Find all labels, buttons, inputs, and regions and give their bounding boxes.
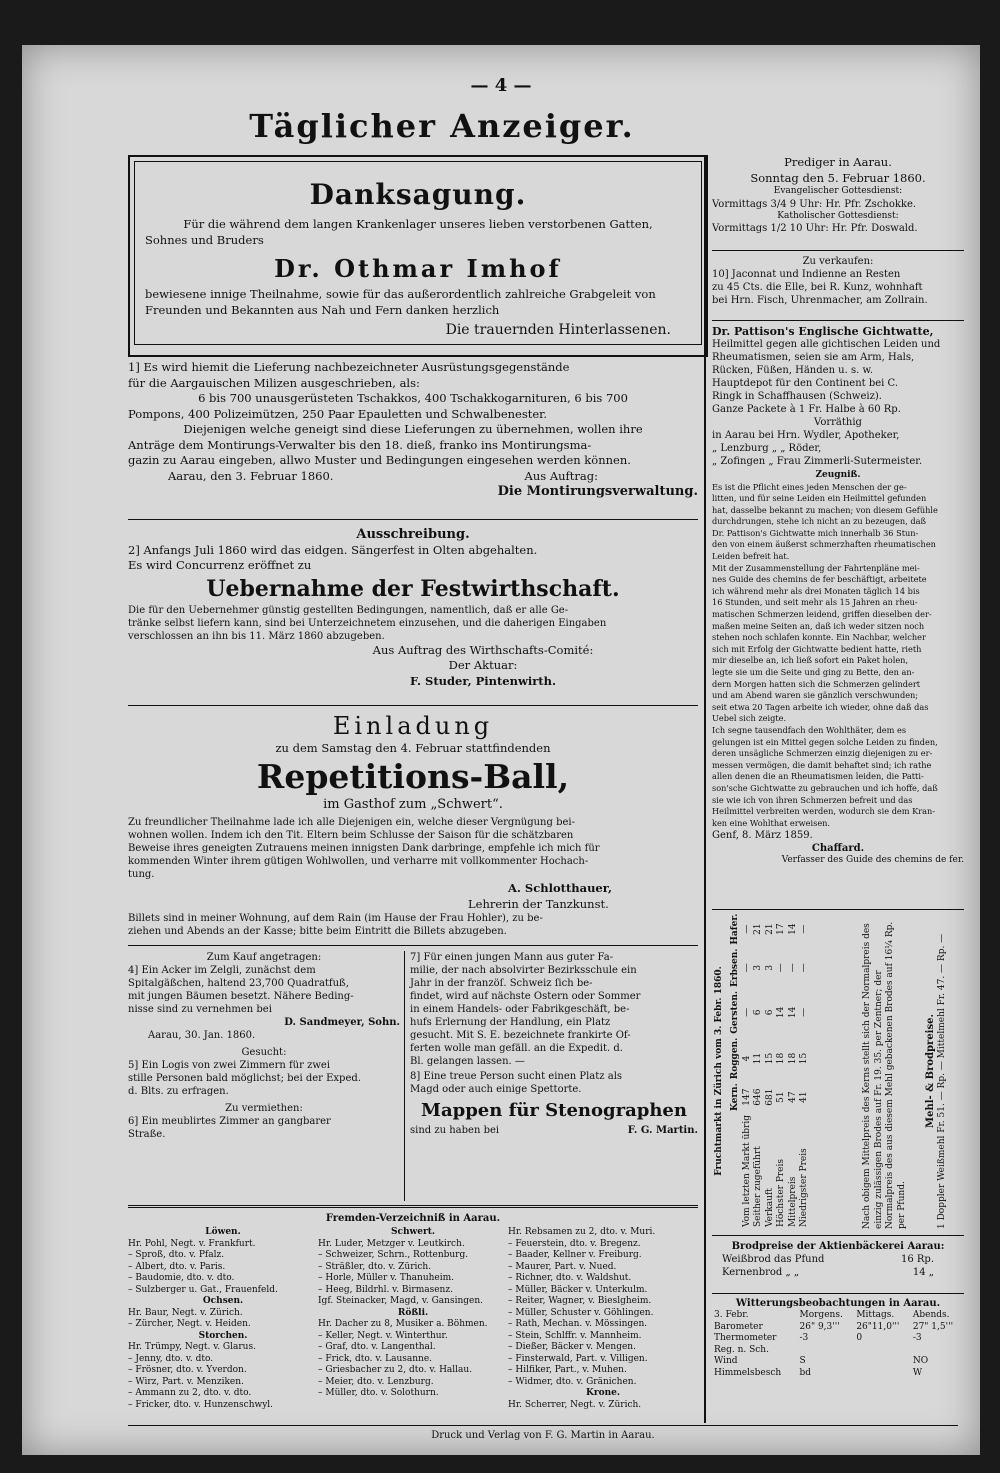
divider bbox=[128, 705, 698, 706]
ad3-body: wohnen wollen. Indem ich den Tit. Eltern beim Schlusse der Saison für die schätzbaren bbox=[128, 830, 574, 841]
market-row-label: Höchster Preis bbox=[776, 1158, 786, 1227]
market-cell: 147 bbox=[741, 1088, 752, 1106]
zeugnis-role: Verfasser des Guide des chemins de fer. bbox=[781, 855, 964, 866]
weather-cell: Thermometer bbox=[714, 1333, 777, 1343]
ad1-line: Diejenigen welche geneigt sind diese Lieferungen zu übernehmen, wollen ihre bbox=[183, 422, 643, 436]
fruchtmarkt-note: Nach obigem Mittelpreis des Kerns stellt sich der Normalpreis des einzig zulässigen Brodes auf Fr. 19. 35. per Zentner; der Normalpreis des aus diesem Mehl gebackenen Brodes auf 16¼ Rp. per Pfund. bbox=[862, 921, 907, 1229]
guest-entry: – Keller, Negt. v. Winterthur. bbox=[318, 1330, 448, 1341]
brod-title: Brodpreise der Aktienbäckerei Aarau: bbox=[731, 1241, 945, 1252]
guest-entry: – Schweizer, Schrn., Rottenburg. bbox=[318, 1250, 469, 1260]
guest-entry: – Graf, dto. v. Langenthal. bbox=[318, 1342, 436, 1352]
weather-row bbox=[712, 1333, 964, 1345]
guest-entry: – Baudomie, dto. v. dto. bbox=[128, 1273, 235, 1283]
witterung bbox=[712, 1297, 964, 1379]
fruchtmarkt-table bbox=[730, 913, 811, 1229]
ad3-title: Repetitions-Ball, bbox=[256, 756, 570, 796]
divider bbox=[128, 945, 698, 946]
guest-entry: – Dießer, Bäcker v. Mengen. bbox=[508, 1342, 636, 1352]
guest-entry: – Feuerstein, dto. v. Bregenz. bbox=[508, 1238, 641, 1249]
guest-entry: – Albert, dto. v. Paris. bbox=[128, 1261, 226, 1272]
guest-entry: – Jenny, dto. v. dto. bbox=[128, 1353, 214, 1364]
weather-cell bbox=[798, 1345, 855, 1357]
ad2-auftrag: Aus Auftrag des Wirthschafts-Comité: bbox=[372, 642, 594, 657]
zeugnis-line: allen denen die an Rheumatismen leiden, die Patti- bbox=[712, 771, 924, 782]
weather-cell: -3 bbox=[912, 1333, 922, 1343]
weather-row bbox=[712, 1322, 964, 1334]
pattison-line: Rücken, Füßen, Händen u. s. w. bbox=[712, 365, 874, 376]
zeugnis-line: dern Morgen hatten sich die Schmerzen gelindert bbox=[712, 678, 921, 689]
brod-row bbox=[712, 1253, 964, 1266]
small-line: 6] Ein meublirtes Zimmer an gangbarer bbox=[128, 1116, 331, 1127]
market-cell: 15 bbox=[764, 1052, 775, 1065]
ad3-venue: im Gasthof zum „Schwert“. bbox=[323, 796, 503, 812]
guest-entry: – Meier, dto. v. Lenzburg. bbox=[318, 1376, 434, 1387]
market-cell: — bbox=[776, 963, 786, 973]
ad2-line2: Es wird Concurrenz eröffnet zu bbox=[128, 558, 312, 572]
market-col-head: Hafer. bbox=[730, 913, 740, 945]
pattison-line: Rheumatismen, seien sie am Arm, Hals, bbox=[712, 352, 915, 363]
zeugnis-line: stehen noch schlafen konnte. Ein Nachbar, welcher bbox=[712, 632, 926, 643]
ad3-footer: ziehen und Abends an der Kasse; bitte beim Eintritt die Billets abzugeben. bbox=[128, 926, 507, 937]
zeugnis-line: sie wie ich von ihren Schmerzen befreit und das bbox=[712, 794, 913, 805]
danksagung-signature: Die trauernden Hinterlassenen. bbox=[445, 322, 671, 338]
guest-entry: – Wirz, Part. v. Menziken. bbox=[128, 1376, 244, 1387]
zeugnis-line: und am Abend waren sie gänzlich verschwunden; bbox=[712, 690, 919, 701]
ad2-body: verschlossen an ihn bis 11. März 1860 abzugeben. bbox=[128, 630, 385, 642]
verkauf-line: 10] Jaconnat und Indienne an Resten bbox=[712, 269, 901, 280]
market-row-label: Seither zugeführt bbox=[753, 1146, 763, 1227]
zeugnis-line: Leiden befreit hat. bbox=[712, 551, 790, 562]
fremden-head: Krone. bbox=[586, 1388, 620, 1398]
weather-cell: bd bbox=[799, 1367, 812, 1378]
divider bbox=[128, 1205, 698, 1208]
small-line: hufs Erlernung der Handlung, ein Platz bbox=[410, 1017, 611, 1028]
zeugnis-line: den von einem äußerst schmerzhaften rheumatischen bbox=[712, 539, 936, 550]
zeugnis-line: maßen meine Seiten an, daß ich weder sitzen noch bbox=[712, 620, 925, 631]
guest-entry: – Sträßler, dto. v. Zürich. bbox=[318, 1261, 432, 1272]
market-row bbox=[742, 913, 754, 1229]
verkauf-line: bei Hrn. Fisch, Uhrenmacher, am Zollrain. bbox=[712, 295, 928, 306]
page-number: — 4 — bbox=[470, 75, 532, 96]
ad1-auftrag: Aus Auftrag: bbox=[524, 468, 598, 483]
market-row-label: Verkauft bbox=[764, 1188, 775, 1227]
small-line: Bl. gelangen lassen. — bbox=[410, 1056, 525, 1067]
mappen-title: Mappen für Stenographen bbox=[421, 1100, 687, 1121]
zeugnis-head: Zeugniß. bbox=[815, 470, 861, 480]
small-ads-left bbox=[128, 951, 400, 1141]
danksagung-intro-2: Sohnes und Bruders bbox=[145, 232, 264, 247]
guest-entry: – Baader, Kellner v. Freiburg. bbox=[508, 1250, 642, 1260]
market-cell: 6 bbox=[753, 1009, 763, 1016]
fremden-col-3 bbox=[508, 1227, 698, 1411]
mappen-sign: F. G. Martin. bbox=[627, 1125, 698, 1136]
market-cell: 21 bbox=[764, 923, 775, 935]
weather-cell bbox=[854, 1368, 911, 1380]
fremden-col-2 bbox=[318, 1227, 508, 1400]
weather-col-head: 3. Febr. bbox=[714, 1310, 749, 1320]
guest-entry: Hr. Luder, Metzger v. Leutkirch. bbox=[318, 1238, 465, 1249]
small-line: Spitalgäßchen, haltend 23,700 Quadratfuß, bbox=[128, 978, 349, 989]
ad3-line1: zu dem Samstag den 4. Februar stattfindenden bbox=[275, 741, 551, 755]
market-cell: — bbox=[799, 963, 809, 973]
guest-entry: Hr. Trümpy, Negt. v. Glarus. bbox=[128, 1342, 256, 1352]
ad2-heading: Ausschreibung. bbox=[356, 527, 470, 542]
guest-entry: – Frick, dto. v. Lausanne. bbox=[318, 1353, 433, 1364]
guest-entry: Hr. Pohl, Negt. v. Frankfurt. bbox=[128, 1238, 256, 1249]
zeugnis-line: messen vermögen, die damit behaftet sind; ich rathe bbox=[712, 759, 932, 770]
market-cell: — bbox=[799, 924, 809, 934]
small-line: Straße. bbox=[128, 1129, 166, 1140]
market-cell: 14 bbox=[776, 1006, 786, 1019]
prediger-kath: Vormittags 1/2 10 Uhr: Hr. Pfr. Doswald. bbox=[712, 223, 918, 234]
weather-col-head: Morgens. bbox=[799, 1310, 843, 1320]
pattison-line: Ganze Packete à 1 Fr. Halbe à 60 Rp. bbox=[712, 404, 901, 415]
zeugnis-line: hat, dasselbe bekannt zu machen; von diesem Gefühle bbox=[712, 504, 938, 515]
column-divider bbox=[704, 155, 706, 1423]
pattison-vorr: Vorräthig bbox=[814, 417, 862, 428]
market-cell: 18 bbox=[787, 1052, 798, 1065]
imprint: Druck und Verlag von F. G. Martin in Aarau. bbox=[431, 1430, 655, 1441]
pattison-depot: „ Zofingen „ Frau Zimmerli-Sutermeister. bbox=[712, 456, 923, 467]
zeugnis-line: Dr. Pattison's Gichtwatte mich innerhalb 36 Stun- bbox=[712, 527, 919, 538]
market-cell: 21 bbox=[753, 923, 763, 935]
prediger-kath-head: Katholischer Gottesdienst: bbox=[777, 210, 899, 221]
small-line: gesucht. Mit S. E. bezeichnete frankirte Of- bbox=[410, 1030, 631, 1041]
small-line: 8] Eine treue Person sucht einen Platz als bbox=[410, 1071, 623, 1082]
small-line: 7] Für einen jungen Mann aus guter Fa- bbox=[410, 952, 614, 963]
market-cell: 17 bbox=[776, 923, 786, 935]
brod-value: 14 „ bbox=[912, 1267, 934, 1278]
zeugnis-line: mir dieselbe an, ich ließ sofort ein Paket holen, bbox=[712, 655, 909, 666]
ad1-line: für die Aargauischen Milizen ausgeschrieben, als: bbox=[128, 375, 420, 390]
weather-cell: Barometer bbox=[714, 1321, 763, 1332]
market-row-label: Mittelpreis bbox=[787, 1176, 798, 1227]
guest-entry: – Müller, Bäcker v. Unterkulm. bbox=[508, 1284, 648, 1295]
small-line: in einem Handels- oder Fabrikgeschäft, be- bbox=[410, 1004, 630, 1015]
fremden-head: Storchen. bbox=[198, 1330, 248, 1341]
ad1-line: Pompons, 400 Polizeimützen, 250 Paar Epauletten und Schwalbenester. bbox=[128, 406, 548, 421]
weather-cell bbox=[911, 1345, 964, 1357]
weather-cell bbox=[854, 1345, 911, 1357]
ad-repetitions-ball bbox=[128, 711, 698, 938]
zeugnis-sign: Chaffard. bbox=[811, 843, 865, 855]
ad2-body: tränke selbst liefern kann, sind bei Unterzeichnetem einzusehen, und die daherigen Eingaben bbox=[128, 617, 607, 629]
zeugnis-line: son'sche Gichtwatte zu gebrauchen und ich hoffe, daß bbox=[712, 782, 938, 793]
market-cell: — bbox=[741, 1007, 752, 1017]
pattison-title: Dr. Pattison's Englische Gichtwatte, bbox=[712, 325, 934, 338]
ad1-line: 6 bis 700 unausgerüsteten Tschakkos, 400 Tschakkogarnituren, 6 bis 700 bbox=[198, 391, 628, 405]
ad1-line: 1] Es wird hiemit die Lieferung nachbezeichneter Ausrüstungsgegenstände bbox=[128, 360, 570, 374]
zeugnis-line: ken eine Wohlthat erweisen. bbox=[712, 817, 831, 828]
small-sign: D. Sandmeyer, Sohn. bbox=[284, 1017, 400, 1028]
guest-entry: Hr. Baur, Negt. v. Zürich. bbox=[128, 1307, 243, 1318]
guest-entry: Hr. Dacher zu 8, Musiker a. Böhmen. bbox=[318, 1319, 488, 1329]
ad3-role: Lehrerin der Tanzkunst. bbox=[468, 896, 609, 911]
ad3-body: Zu freundlicher Theilnahme lade ich alle Diejenigen ein, welche dieser Vergnügung bei- bbox=[128, 817, 575, 828]
guest-entry: – Ammann zu 2, dto. v. dto. bbox=[128, 1388, 252, 1398]
weather-cell: Himmelsbesch bbox=[714, 1367, 782, 1378]
zeugnis-line: sich mit Erfolg der Gichtwatte bedient hatte, rieth bbox=[712, 643, 922, 654]
small-line: Magd oder auch einige Spettorte. bbox=[410, 1084, 582, 1095]
fruchtmarkt-title: Fruchtmarkt in Zürich vom 3. Febr. 1860. bbox=[714, 966, 724, 1176]
divider bbox=[404, 951, 405, 1201]
ad3-body: tung. bbox=[128, 869, 155, 880]
fremden-title: Fremden-Verzeichniß in Aarau. bbox=[325, 1213, 501, 1224]
guest-entry: – Reiter, Wagner, v. Bieslgheim. bbox=[508, 1296, 652, 1306]
small-line: d. Blts. zu erfragen. bbox=[128, 1086, 229, 1097]
guest-entry: – Maurer, Part. v. Nued. bbox=[508, 1261, 617, 1272]
page-title: Täglicher Anzeiger. bbox=[249, 107, 635, 145]
ad1-line: gazin zu Aarau eingeben, allwo Muster und Bedingungen eingesehen werden können. bbox=[128, 453, 631, 467]
small-head: Zu vermiethen: bbox=[225, 1103, 303, 1114]
weather-cell: -3 bbox=[799, 1333, 809, 1343]
market-cell: 51 bbox=[776, 1091, 786, 1103]
weather-cell: 27" 1,5''' bbox=[912, 1321, 954, 1332]
small-head: Gesucht: bbox=[241, 1047, 287, 1058]
pattison-line: Heilmittel gegen alle gichtischen Leiden und bbox=[712, 339, 941, 350]
guest-entry: – Zürcher, Negt. v. Heiden. bbox=[128, 1319, 251, 1329]
weather-cell: Wind bbox=[714, 1356, 738, 1366]
fremden-head: Schwert. bbox=[390, 1227, 436, 1237]
divider bbox=[712, 250, 964, 251]
small-line: Jahr in der franzöſ. Schweiz ſich be- bbox=[410, 978, 593, 989]
prediger-ev-head: Evangelischer Gottesdienst: bbox=[773, 186, 903, 196]
zeugnis-line: Es ist die Pflicht eines jeden Menschen der ge- bbox=[712, 481, 907, 492]
mehl-line: 1 Doppler Weißmehl Fr. 51. — Rp. — Mittelmehl Fr. 47. — Rp. — bbox=[937, 933, 947, 1229]
zeugnis-line: durchdrungen, stehe ich nicht an zu bezeugen, daß bbox=[712, 516, 926, 527]
guest-entry: Hr. Scherrer, Negt. v. Zürich. bbox=[508, 1399, 642, 1410]
market-cell: 4 bbox=[741, 1055, 752, 1062]
small-line: stille Personen bald möglichst; bei der Exped. bbox=[128, 1073, 361, 1084]
danksagung-body-1: bewiesene innige Theilnahme, sowie für das außerordentlich zahlreiche Grabgeleit von bbox=[145, 287, 656, 301]
weather-row bbox=[712, 1368, 964, 1380]
danksagung-body-2: Freunden und Bekannten aus Nah und Fern danken herzlich bbox=[145, 302, 500, 317]
divider bbox=[712, 909, 964, 910]
divider bbox=[128, 1425, 958, 1426]
market-col-head: Roggen. bbox=[730, 1037, 740, 1080]
guest-entry: – Richner, dto. v. Waldshut. bbox=[508, 1273, 632, 1283]
market-cell: — bbox=[741, 924, 752, 934]
pattison-depot: in Aarau bei Hrn. Wydler, Apotheker, bbox=[712, 430, 900, 441]
guest-entry: – Stein, Schlffr. v. Mannheim. bbox=[508, 1330, 642, 1341]
zeugnis-line: Uebel sich zeigte. bbox=[712, 713, 787, 724]
pattison-line: Ringk in Schaffhausen (Schweiz). bbox=[712, 391, 882, 402]
ad2-body: Die für den Uebernehmer günstig gestellten Bedingungen, namentlich, daß er alle Ge- bbox=[128, 604, 569, 616]
ad3-footer: Billets sind in meiner Wohnung, auf dem Rain (im Hause der Frau Hohler), zu be- bbox=[128, 913, 543, 924]
prediger-title: Prediger in Aarau. bbox=[784, 155, 892, 169]
weather-cell: Reg. n. Sch. bbox=[714, 1344, 769, 1355]
brod-label: Kernenbrod „ „ bbox=[722, 1267, 800, 1278]
guest-entry: – Müller, dto. v. Solothurn. bbox=[318, 1388, 439, 1398]
verkauf bbox=[712, 255, 964, 307]
guest-entry: – Fricker, dto. v. Hunzenschwyl. bbox=[128, 1399, 274, 1410]
small-line: mit jungen Bäumen besetzt. Nähere Beding- bbox=[128, 991, 354, 1002]
market-cell: 681 bbox=[764, 1088, 775, 1106]
market-row bbox=[776, 913, 788, 1229]
market-cell: 11 bbox=[753, 1052, 763, 1065]
small-head: Zum Kauf angetragen: bbox=[206, 952, 322, 963]
divider bbox=[712, 1235, 964, 1236]
market-cell: 3 bbox=[764, 964, 775, 971]
zeugnis-line: Mit der Zusammenstellung der Fahrtenpläne mei- bbox=[712, 562, 920, 573]
market-cell: 14 bbox=[787, 923, 798, 935]
verkauf-line: zu 45 Cts. die Elle, bei R. Kunz, wohnhaft bbox=[712, 282, 923, 293]
market-row-label: Vom letzten Markt übrig bbox=[741, 1115, 752, 1227]
guest-entry: – Sulzberger u. Gat., Frauenfeld. bbox=[128, 1284, 278, 1295]
market-cell: 6 bbox=[764, 1009, 775, 1016]
market-row bbox=[765, 913, 777, 1229]
danksagung-intro-1: Für die während dem langen Krankenlager unseres lieben verstorbenen Gatten, bbox=[183, 217, 653, 231]
prediger-date: Sonntag den 5. Februar 1860. bbox=[750, 170, 926, 185]
weather-row bbox=[712, 1345, 964, 1357]
market-cell: — bbox=[741, 963, 752, 973]
zeugnis-line: deren unsägliche Schmerzen einzig diejenigen zu er- bbox=[712, 748, 933, 759]
newspaper-page bbox=[22, 45, 980, 1455]
guest-entry: – Müller, Schuster v. Göhlingen. bbox=[508, 1307, 654, 1318]
weather-cell: 26" 9,3''' bbox=[799, 1321, 840, 1332]
zeugnis-line: legte sie um die Seite und ging zu Bette, den an- bbox=[712, 667, 915, 677]
brod-value: 16 Rp. bbox=[900, 1254, 934, 1265]
small-line: 5] Ein Logis von zwei Zimmern für zwei bbox=[128, 1060, 331, 1071]
prediger-ev: Vormittags 3/4 9 Uhr: Hr. Pfr. Zschokke. bbox=[712, 198, 917, 210]
pattison-ad bbox=[712, 325, 964, 867]
pattison-depot: „ Lenzburg „ „ Röder, bbox=[712, 443, 822, 454]
market-col-head: Erbsen. bbox=[730, 948, 740, 987]
market-cell: 47 bbox=[787, 1091, 798, 1103]
ad-festwirthschaft bbox=[128, 527, 698, 689]
ad2-line1: 2] Anfangs Juli 1860 wird das eidgen. Sängerfest in Olten abgehalten. bbox=[128, 542, 538, 557]
market-cell: — bbox=[787, 963, 798, 973]
zeugnis-line: seit etwa 20 Tagen arbeite ich wieder, ohne daß das bbox=[712, 701, 929, 712]
divider bbox=[712, 320, 964, 321]
market-row bbox=[753, 913, 765, 1229]
brod-label: Weißbrod das Pfund bbox=[722, 1254, 825, 1265]
ad1-signature: Die Montirungsverwaltung. bbox=[497, 484, 698, 499]
market-row bbox=[799, 913, 811, 1229]
guest-entry: – Frösner, dto. v. Yverdon. bbox=[128, 1365, 247, 1375]
ad1-line: Anträge dem Montirungs-Verwalter bis den 18. dieß, franko ins Montirungsma- bbox=[128, 437, 592, 452]
ad3-body: kommenden Winter ihrem gütigen Wohlwollen, und verharre mit vollkommenter Hochach- bbox=[128, 856, 589, 867]
deceased-name: Dr. Othmar Imhof bbox=[274, 254, 562, 283]
weather-col-head: Mittags. bbox=[856, 1310, 895, 1320]
weather-cell: 0 bbox=[856, 1333, 863, 1343]
fremden-head: Löwen. bbox=[205, 1227, 241, 1237]
zeugnis-line: litten, und für seine Leiden ein Heilmittel gefunden bbox=[712, 493, 927, 504]
weather-row bbox=[712, 1356, 964, 1368]
market-row-label: Niedrigster Preis bbox=[799, 1148, 809, 1227]
market-cell: 3 bbox=[753, 964, 763, 971]
weather-cell: W bbox=[912, 1367, 923, 1378]
fremden-col-1 bbox=[128, 1227, 318, 1411]
zeugnis-line: nes Guide des chemins de fer beschäftigt, arbeitete bbox=[712, 574, 927, 585]
guest-entry: – Griesbacher zu 2, dto. v. Hallau. bbox=[318, 1365, 473, 1375]
guest-entry: – Hilfiker, Part., v. Muhen. bbox=[508, 1365, 627, 1375]
prediger bbox=[712, 155, 964, 235]
pattison-line: Hauptdepot für den Continent bei C. bbox=[712, 378, 899, 389]
mappen-line: sind zu haben bei bbox=[410, 1125, 500, 1136]
market-cell: 15 bbox=[799, 1052, 809, 1065]
guest-entry: – Finsterwald, Part. v. Villigen. bbox=[508, 1353, 648, 1364]
ad2-title: Uebernahme der Festwirthschaft. bbox=[206, 575, 620, 602]
witterung-table bbox=[712, 1310, 964, 1379]
danksagung-box bbox=[128, 155, 708, 357]
guest-entry: Igf. Steinacker, Magd, v. Gansingen. bbox=[318, 1296, 484, 1306]
brod-row bbox=[712, 1266, 964, 1279]
zeugnis-line: matischen Schmerzen leidend, griffen dieselben der- bbox=[712, 609, 932, 620]
guest-entry: Hr. Rebsamen zu 2, dto. v. Muri. bbox=[508, 1227, 656, 1237]
ad3-heading: Einladung bbox=[332, 712, 494, 740]
small-line: 4] Ein Acker im Zelgli, zunächst dem bbox=[128, 965, 316, 976]
zeugnis-line: Heilmittel verbreiten werden, wodurch sie dem Kran- bbox=[712, 806, 936, 817]
zeugnis-line: Ich segne tausendfach den Wohlthäter, dem es bbox=[712, 724, 907, 735]
market-row bbox=[788, 913, 800, 1229]
fruchtmarkt bbox=[712, 913, 964, 1231]
ad2-role: Der Aktuar: bbox=[448, 658, 518, 672]
weather-cell: S bbox=[799, 1356, 806, 1366]
weather-col-head: Abends. bbox=[912, 1310, 950, 1320]
zeugnis-line: gelungen ist ein Mittel gegen solche Leiden zu finden, bbox=[712, 736, 938, 747]
market-cell: 646 bbox=[753, 1088, 763, 1106]
market-cell: — bbox=[799, 1007, 809, 1017]
market-cell: 14 bbox=[787, 1006, 798, 1019]
market-col-head: Gersten. bbox=[730, 990, 740, 1034]
weather-cell bbox=[854, 1356, 911, 1368]
mehl-title: Mehl- & Brodpreise. bbox=[925, 1014, 936, 1128]
fremden-head: Rößli. bbox=[397, 1307, 429, 1318]
market-cell: 41 bbox=[799, 1091, 809, 1103]
ad-ausruestung bbox=[128, 360, 698, 500]
small-line: ferten wolle man gefäll. an die Expedit. d. bbox=[410, 1043, 623, 1054]
ad3-body: Beweise ihres geneigten Zutrauens meinen innigsten Dank darbringe, empfehle ich mich für bbox=[128, 843, 600, 854]
witterung-title: Witterungsbeobachtungen in Aarau. bbox=[735, 1298, 941, 1309]
market-cell: 18 bbox=[776, 1052, 786, 1065]
small-date: Aarau, 30. Jan. 1860. bbox=[148, 1030, 256, 1041]
weather-cell: NO bbox=[912, 1356, 929, 1366]
guest-entry: – Heeg, Bildrhl. v. Birmasenz. bbox=[318, 1284, 453, 1295]
small-line: nisse sind zu vernehmen bei bbox=[128, 1004, 272, 1015]
zeugnis-line: 16 Stunden, und seit mehr als 15 Jahren an rheu- bbox=[712, 597, 918, 608]
divider bbox=[712, 1293, 964, 1294]
verkauf-head: Zu verkaufen: bbox=[802, 256, 874, 267]
guest-entry: – Sproß, dto. v. Pfalz. bbox=[128, 1250, 225, 1260]
small-ads-right bbox=[410, 951, 698, 1137]
brodpreise bbox=[712, 1240, 964, 1279]
zeugnis-line: ich während mehr als drei Monaten täglich 14 bis bbox=[712, 585, 920, 596]
fremden-head: Ochsen. bbox=[202, 1296, 244, 1306]
guest-entry: – Widmer, dto. v. Gränichen. bbox=[508, 1376, 637, 1387]
weather-cell: 26"11,0''' bbox=[856, 1321, 900, 1332]
small-line: findet, wird auf nächste Ostern oder Sommer bbox=[410, 991, 641, 1002]
ad3-signature: A. Schlotthauer, bbox=[508, 881, 612, 895]
small-line: milie, der nach absolvirter Bezirksschule ein bbox=[410, 965, 637, 976]
market-col-head: Kern. bbox=[730, 1083, 740, 1112]
ad2-signature: F. Studer, Pintenwirth. bbox=[410, 673, 556, 688]
danksagung-title: Danksagung. bbox=[309, 178, 527, 211]
zeugnis-date: Genf, 8. März 1859. bbox=[712, 830, 813, 842]
guest-entry: – Rath, Mechan. v. Mössingen. bbox=[508, 1319, 648, 1329]
guest-entry: – Horle, Müller v. Thanuheim. bbox=[318, 1273, 455, 1283]
divider bbox=[128, 519, 698, 520]
ad1-date: Aarau, den 3. Februar 1860. bbox=[168, 468, 334, 483]
